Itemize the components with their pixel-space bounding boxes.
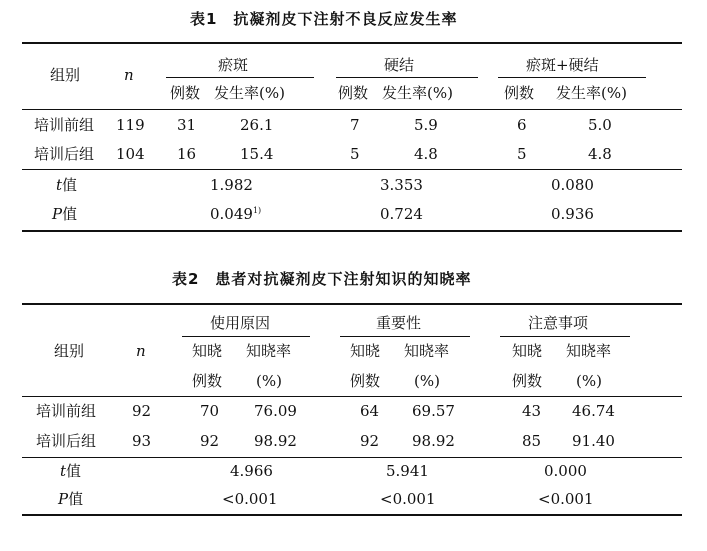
table1-stats-rule — [22, 169, 682, 170]
table2-t-2: 5.941 — [386, 462, 429, 480]
table1-p-2: 0.724 — [380, 205, 423, 223]
table2-row2-v1: 92 — [200, 432, 220, 450]
table2-row1-group: 培训前组 — [36, 402, 97, 420]
table1-top-rule — [22, 42, 682, 44]
table1-row1-v4: 5.9 — [414, 116, 438, 134]
table2-sub-pct-3: (%) — [576, 372, 602, 390]
table1-sub-rate-1: 发生率(%) — [214, 84, 285, 102]
table2-group-rule-2 — [340, 336, 470, 337]
table1-sub-rate-2: 发生率(%) — [382, 84, 453, 102]
table1-t-word: 值 — [62, 176, 78, 194]
table1-row1-v2: 26.1 — [240, 116, 274, 134]
table2-row1-v4: 69.57 — [412, 402, 455, 420]
table1-sub-count-2: 例数 — [338, 84, 369, 102]
table2-bottom-rule — [22, 514, 682, 516]
table2-header-reason: 使用原因 — [210, 314, 271, 332]
table1-header-ecchymosis: 瘀斑 — [218, 56, 249, 74]
table1-header-induration: 硬结 — [384, 56, 415, 74]
table1-row1-n: 119 — [116, 116, 145, 134]
table1-row2-v5: 5 — [517, 145, 527, 163]
table2-row1-v6: 46.74 — [572, 402, 615, 420]
table2-row1-v3: 64 — [360, 402, 380, 420]
table1-t-1: 1.982 — [210, 176, 253, 194]
table1-group-rule-1 — [166, 77, 314, 78]
table2-sub-know-1: 知晓 — [192, 342, 223, 360]
table2-sub-count-1: 例数 — [192, 372, 223, 390]
table2-sub-count-2: 例数 — [350, 372, 381, 390]
table2-p-word: 值 — [68, 490, 84, 508]
table2-row2-v6: 91.40 — [572, 432, 615, 450]
table2-t-label — [60, 464, 81, 479]
table1-bottom-rule — [22, 230, 682, 232]
table2-t-word: 值 — [66, 462, 82, 480]
table1-row1-v6: 5.0 — [588, 116, 612, 134]
table1-row2-n: 104 — [116, 145, 145, 163]
table2-row2-v4: 98.92 — [412, 432, 455, 450]
table1-p-word: 值 — [62, 205, 78, 223]
table1-row2-v3: 5 — [350, 145, 360, 163]
table2-t-3: 0.000 — [544, 462, 587, 480]
table1-t-2: 3.353 — [380, 176, 423, 194]
table2-row1-n: 92 — [132, 402, 152, 420]
table1-row1-v1: 31 — [177, 116, 197, 134]
table1-caption: 表1 抗凝剂皮下注射不良反应发生率 — [190, 10, 458, 28]
table2-sub-pct-2: (%) — [414, 372, 440, 390]
table1-row2-v6: 4.8 — [588, 145, 612, 163]
table1-sub-count-1: 例数 — [170, 84, 201, 102]
table2-row2-n: 93 — [132, 432, 152, 450]
table1-p-footnote-mark: 1) — [252, 206, 262, 215]
table2-sub-know-2: 知晓 — [350, 342, 381, 360]
table2-header-rule — [22, 396, 682, 397]
table1-group-rule-3 — [498, 77, 646, 78]
table2-sub-pct-1: (%) — [256, 372, 282, 390]
table1-p-letter: P — [52, 205, 63, 223]
table1-t-label — [56, 178, 77, 193]
table2-group-rule-3 — [500, 336, 630, 337]
table2-header-importance: 重要性 — [376, 314, 422, 332]
table2-header-group: 组别 — [54, 342, 85, 360]
table2-row1-v2: 76.09 — [254, 402, 297, 420]
table1-row2-v1: 16 — [177, 145, 197, 163]
table1-sub-rate-3: 发生率(%) — [556, 84, 627, 102]
table1-row1-v5: 6 — [517, 116, 527, 134]
table2-sub-rate-2: 知晓率 — [404, 342, 450, 360]
table2-row1-v1: 70 — [200, 402, 220, 420]
table2-p-3: <0.001 — [538, 490, 594, 508]
table2-caption: 表2 患者对抗凝剂皮下注射知识的知晓率 — [172, 270, 472, 288]
table2-header-n: n — [136, 342, 146, 360]
table1-row2-group: 培训后组 — [34, 145, 95, 163]
table2-row2-v3: 92 — [360, 432, 380, 450]
table1-p-1-value: 0.049 — [210, 205, 253, 223]
table2-sub-rate-1: 知晓率 — [246, 342, 292, 360]
table2-row2-group: 培训后组 — [36, 432, 97, 450]
table2-header-precautions: 注意事项 — [528, 314, 589, 332]
table2-sub-rate-3: 知晓率 — [566, 342, 612, 360]
table2-sub-know-3: 知晓 — [512, 342, 543, 360]
table2-t-1: 4.966 — [230, 462, 273, 480]
table2-row2-v5: 85 — [522, 432, 542, 450]
table2-p-letter: P — [58, 490, 69, 508]
table2-t-letter: t — [60, 462, 67, 480]
table1-p-label — [52, 207, 77, 222]
table1-p-1 — [210, 207, 261, 222]
table1-t-3: 0.080 — [551, 176, 594, 194]
table1-row2-v4: 4.8 — [414, 145, 438, 163]
table2-p-label — [58, 492, 83, 507]
table2-p-2: <0.001 — [380, 490, 436, 508]
table2-top-rule — [22, 303, 682, 305]
table1-sub-count-3: 例数 — [504, 84, 535, 102]
table1-row1-v3: 7 — [350, 116, 360, 134]
table1-header-group: 组别 — [50, 66, 81, 84]
table2-group-rule-1 — [182, 336, 310, 337]
table2-row1-v5: 43 — [522, 402, 542, 420]
table2-sub-count-3: 例数 — [512, 372, 543, 390]
table1-header-rule — [22, 109, 682, 110]
table1-header-both: 瘀斑+硬结 — [526, 56, 599, 74]
table1-group-rule-2 — [336, 77, 478, 78]
table1-row2-v2: 15.4 — [240, 145, 274, 163]
table1-t-letter: t — [56, 176, 63, 194]
table2-stats-rule — [22, 457, 682, 458]
table1-p-3: 0.936 — [551, 205, 594, 223]
table1-row1-group: 培训前组 — [34, 116, 95, 134]
table2-p-1: <0.001 — [222, 490, 278, 508]
table2-row2-v2: 98.92 — [254, 432, 297, 450]
table1-header-n: n — [124, 66, 134, 84]
